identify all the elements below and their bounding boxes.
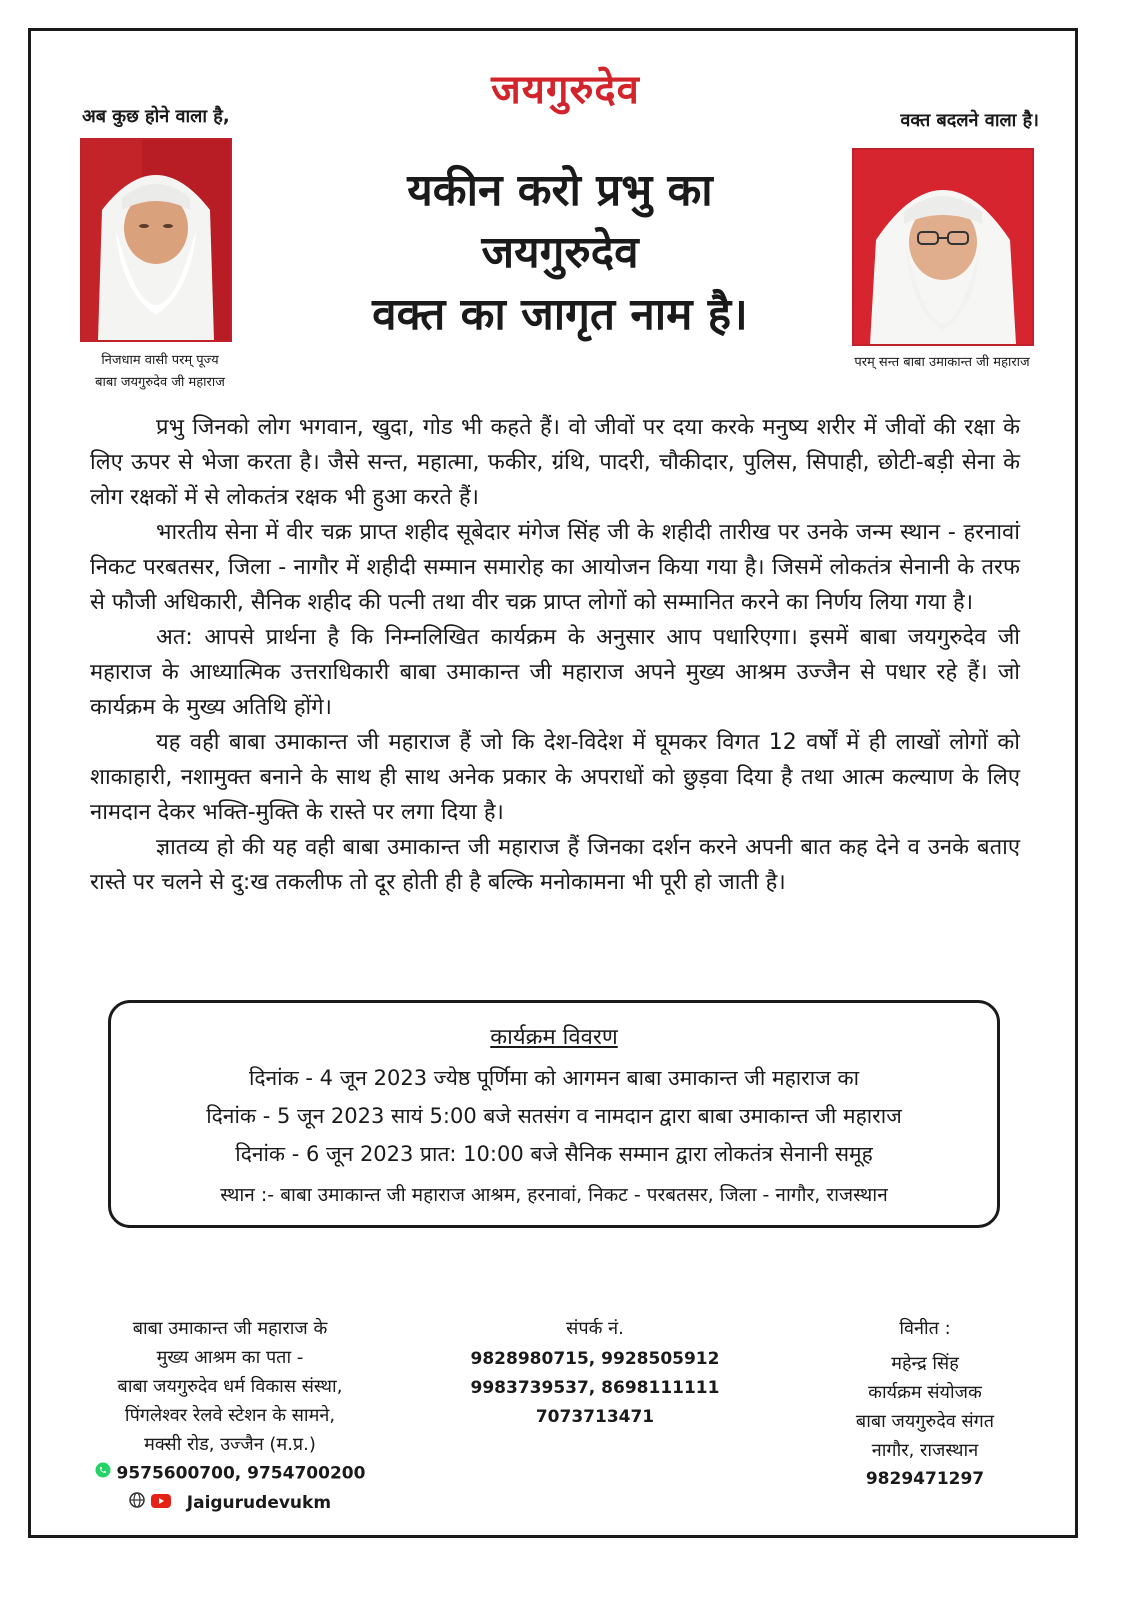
headline-line: वक्त का जागृत नाम है। — [372, 289, 748, 340]
social-handle-text: Jaigurudevukm — [186, 1493, 332, 1513]
headline-line: यकीन करो प्रभु का — [407, 165, 713, 216]
organizer-line: कार्यक्रम संयोजक — [868, 1382, 982, 1403]
caption-right: परम् सन्त बाबा उमाकान्त जी महाराज — [854, 355, 1030, 370]
program-title: कार्यक्रम विवरण — [490, 1025, 618, 1050]
program-line: दिनांक - 5 जून 2023 सायं 5:00 बजे सतसंग व नामदान द्वारा बाबा उमाकान्त जी महाराज — [206, 1104, 902, 1128]
caption-left-line: बाबा जयगुरुदेव जी महाराज — [95, 375, 225, 390]
whatsapp-icon — [95, 1459, 111, 1488]
headline-line: जयगुरुदेव — [481, 227, 639, 278]
address-line: मक्सी रोड, उज्जैन (म.प्र.) — [144, 1434, 316, 1455]
body-paragraph: यह वही बाबा उमाकान्त जी महाराज हैं जो कि देश-विदेश में घूमकर विगत 12 वर्षों में ही लाखों लोगों को शाकाहारी, नशामुक्त बनाने के साथ ही साथ अनेक प्रकार के अपराधों को छुड़वा दिया है तथा आत्म कल्याण के लिए नामदान देकर भक्ति-मुक्ति के रास्ते पर लगा दिया है। — [90, 730, 1020, 825]
tagline-right: वक्त बदलने वाला है। — [900, 110, 1039, 131]
body-paragraph: अत: आपसे प्रार्थना है कि निम्नलिखित कार्यक्रम के अनुसार आप पधारिएगा। इसमें बाबा जयगुरुदेव जी महाराज के आध्यात्मिक उत्तराधिकारी बाबा उमाकान्त जी महाराज अपने मुख्य आश्रम उज्जैन से पधार रहे हैं। जो कार्यक्रम के मुख्य अतिथि होंगे। — [90, 625, 1020, 720]
program-line: दिनांक - 4 जून 2023 ज्येष्ठ पूर्णिमा को आगमन बाबा उमाकान्त जी महाराज का — [248, 1066, 860, 1090]
footer-contact — [470, 1314, 720, 1432]
organizer-line: नागौर, राजस्थान — [871, 1440, 979, 1461]
program-line: दिनांक - 6 जून 2023 प्रात: 10:00 बजे सैनिक सम्मान द्वारा लोकतंत्र सेनानी समूह — [235, 1142, 873, 1166]
footer-address — [70, 1314, 390, 1518]
address-line: पिंगलेश्वर रेलवे स्टेशन के सामने, — [124, 1405, 336, 1426]
whatsapp-numbers: 9575600700, 9754700200 — [116, 1463, 366, 1484]
caption-left-line: निजधाम वासी परम् पूज्य — [101, 353, 219, 368]
tagline-left: अब कुछ होने वाला है, — [82, 106, 230, 127]
caption-left — [70, 350, 250, 394]
organizer-line: बाबा जयगुरुदेव संगत — [855, 1411, 995, 1432]
contact-number: 9983739537, 8698111111 — [470, 1378, 720, 1398]
headline — [300, 160, 820, 346]
contact-number: 7073713471 — [535, 1407, 655, 1427]
body-paragraph: ज्ञातव्य हो की यह वही बाबा उमाकान्त जी महाराज हैं जिनका दर्शन करने अपनी बात कह देने व उनके बताए रास्ते पर चलने से दु:ख तकलीफ तो दूर होती ही है बल्कि मनोकामना भी पूरी हो जाती है। — [90, 835, 1020, 895]
program-details-box — [108, 1000, 1000, 1228]
body-paragraph: प्रभु जिनको लोग भगवान, खुदा, गोड भी कहते हैं। वो जीवों पर दया करके मनुष्य शरीर में जीवों की रक्षा के लिए ऊपर से भेजा करता है। जैसे सन्त, महात्मा, फकीर, ग्रंथि, पादरी, चौकीदार, पुलिस, सिपाही, छोटी-बड़ी सेना के लोग रक्षकों में से लोकतंत्र रक्षक भी हुआ करते हैं। — [90, 415, 1020, 510]
portrait-baba-jaigurudev — [80, 138, 232, 342]
footer-organizer — [800, 1314, 1050, 1494]
address-line: बाबा उमाकान्त जी महाराज के — [132, 1318, 328, 1339]
contact-number: 9828980715, 9928505912 — [470, 1349, 720, 1369]
portrait-baba-umakant — [852, 148, 1034, 346]
program-venue: स्थान :- बाबा उमाकान्त जी महाराज आश्रम, हरनावां, निकट - परबतसर, जिला - नागौर, राजस्थान — [220, 1184, 888, 1206]
brand-title: जयगुरुदेव — [491, 67, 640, 113]
whatsapp-contact — [70, 1459, 390, 1489]
organizer-phone: 9829471297 — [865, 1469, 985, 1489]
body-text — [90, 410, 1020, 900]
address-line: बाबा जयगुरुदेव धर्म विकास संस्था, — [117, 1376, 343, 1397]
organizer-line: महेन्द्र सिंह — [891, 1353, 959, 1374]
address-line: मुख्य आश्रम का पता - — [156, 1347, 304, 1368]
body-paragraph: भारतीय सेना में वीर चक्र प्राप्त शहीद सूबेदार मंगेज सिंह जी के शहीदी तारीख पर उनके जन्म स्थान - हरनावां निकट परबतसर, जिला - नागौर में शहीदी सम्मान समारोह का आयोजन किया गया है। जिसमें लोकतंत्र सेनानी के तरफ से फौजी अधिकारी, सैनिक शहीद की पत्नी तथा वीर चक्र प्राप्त लोगों को सम्मानित करने का निर्णय लिया गया है। — [90, 520, 1020, 615]
globe-icon — [129, 1489, 145, 1518]
social-handle — [70, 1489, 390, 1519]
contact-title: संपर्क नं. — [566, 1318, 624, 1339]
organizer-line: विनीत : — [899, 1318, 951, 1339]
youtube-icon — [151, 1489, 171, 1518]
